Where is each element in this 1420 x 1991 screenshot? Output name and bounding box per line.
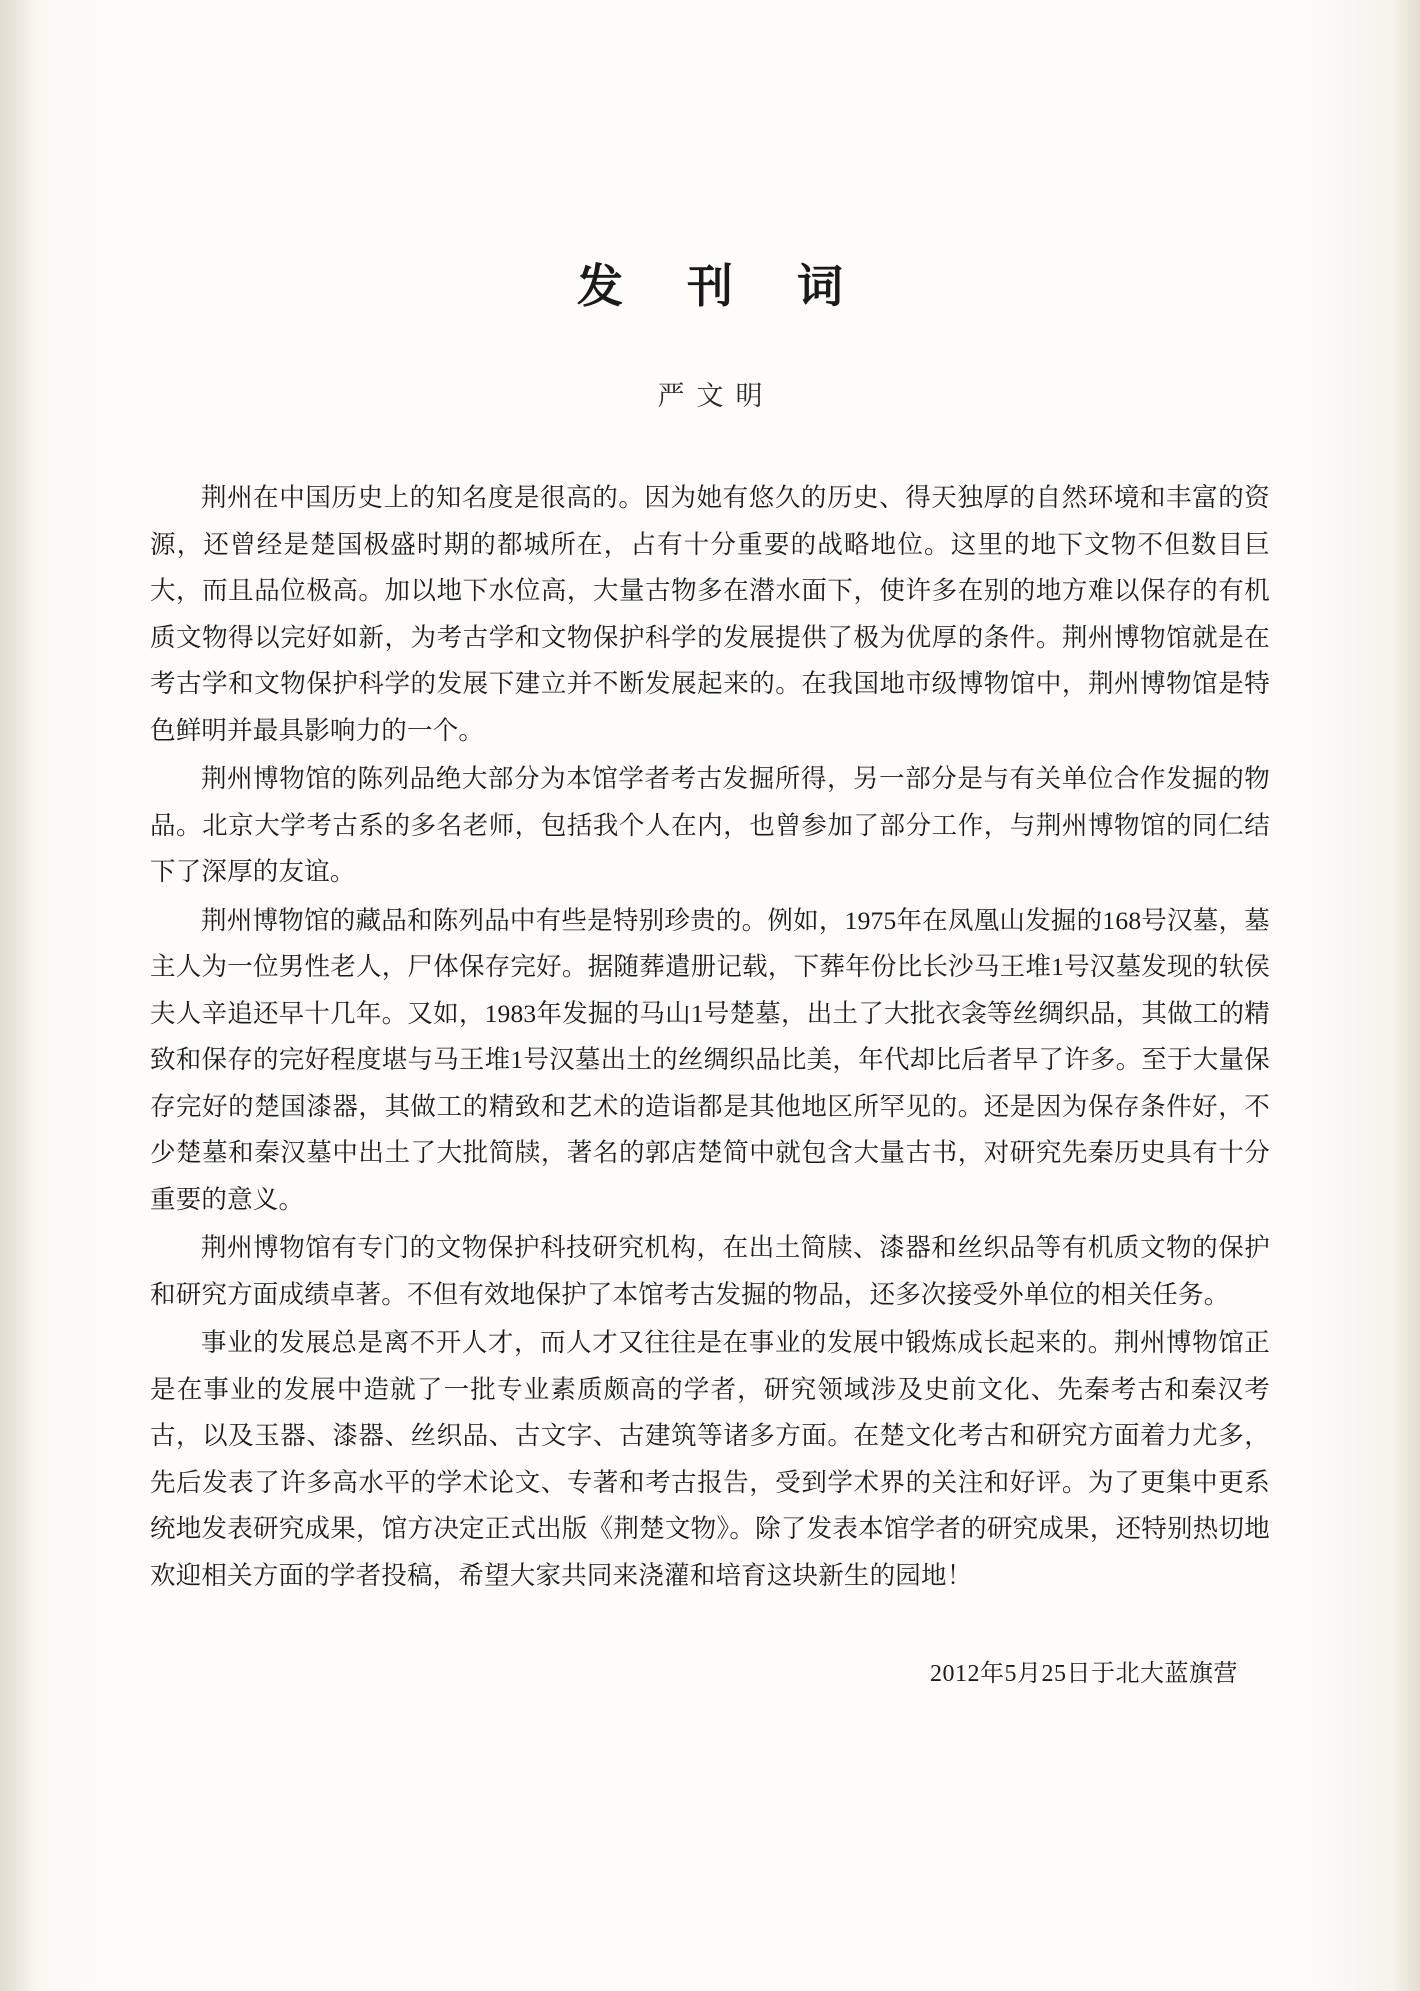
body-text xyxy=(150,413,1270,1599)
author-name: 严文明 xyxy=(657,381,775,411)
paragraph: 荆州博物馆的陈列品绝大部分为本馆学者考古发掘所得，另一部分是与有关单位合作发掘的物品。北京大学考古系的多名老师，包括我个人在内，也曾参加了部分工作，与荆州博物馆的同仁结下了深厚的友谊。 xyxy=(150,764,1270,886)
page-left-edge-shadow xyxy=(0,0,40,1991)
paragraph: 荆州博物馆有专门的文物保护科技研究机构，在出土简牍、漆器和丝织品等有机质文物的保护和研究方面成绩卓著。不但有效地保护了本馆考古发掘的物品，还多次接受外单位的相关任务。 xyxy=(150,1233,1270,1309)
page-right-edge-shadow xyxy=(1394,0,1420,1991)
date-line: 2012年5月25日于北大蓝旗营 xyxy=(930,1661,1238,1687)
paragraph: 荆州在中国历史上的知名度是很高的。因为她有悠久的历史、得天独厚的自然环境和丰富的资源，还曾经是楚国极盛时期的都城所在，占有十分重要的战略地位。这里的地下文物不但数目巨大，而且品位极高。加以地下水位高，大量古物多在潜水面下，使许多在别的地方难以保存的有机质文物得以完好如新，为考古学和文物保护科学的发展提供了极为优厚的条件。荆州博物馆就是在考古学和文物保护科学的发展下建立并不断发展起来的。在我国地市级博物馆中，荆州博物馆是特色鲜明并最具影响力的一个。 xyxy=(150,483,1270,745)
page-title: 发 刊 词 xyxy=(576,259,868,313)
paragraph: 荆州博物馆的藏品和陈列品中有些是特别珍贵的。例如，1975年在凤凰山发掘的168号汉墓，墓主人为一位男性老人，尸体保存完好。据随葬遣册记载，下葬年份比长沙马王堆1号汉墓发现的轪侯夫人辛追还早十几年。又如，1983年发掘的马山1号楚墓，出土了大批衣衾等丝绸织品，其做工的精致和保存的完好程度堪与马王堆1号汉墓出土的丝绸织品比美，年代却比后者早了许多。至于大量保存完好的楚国漆器，其做工的精致和艺术的造诣都是其他地区所罕见的。还是因为保存条件好，不少楚墓和秦汉墓中出土了大批简牍，著名的郭店楚简中就包含大量古书，对研究先秦历史具有十分重要的意义。 xyxy=(150,905,1270,1214)
paragraph: 事业的发展总是离不开人才，而人才又往往是在事业的发展中锻炼成长起来的。荆州博物馆正是在事业的发展中造就了一批专业素质颇高的学者，研究领域涉及史前文化、先秦考古和秦汉考古，以及玉器、漆器、丝织品、古文字、古建筑等诸多方面。在楚文化考古和研究方面着力尤多，先后发表了许多高水平的学术论文、专著和考古报告，受到学术界的关注和好评。为了更集中更系统地发表研究成果，馆方决定正式出版《荆楚文物》。除了发表本馆学者的研究成果，还特别热切地欢迎相关方面的学者投稿，希望大家共同来浇灌和培育这块新生的园地！ xyxy=(150,1328,1270,1590)
page-content xyxy=(150,0,1270,1991)
